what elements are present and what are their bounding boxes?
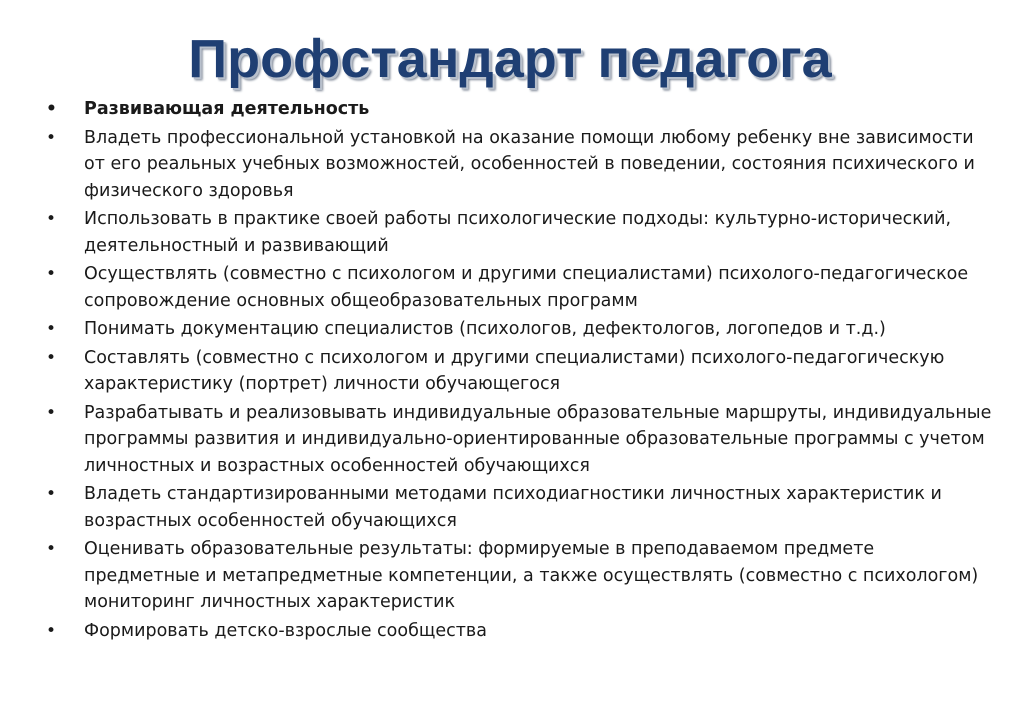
list-item xyxy=(44,96,994,123)
bullet-icon: • xyxy=(46,620,57,641)
bullet-icon: • xyxy=(46,402,57,423)
bullet-icon: • xyxy=(46,127,57,148)
list-item-text: Формировать детско-взрослые сообщества xyxy=(84,620,487,641)
list-item-text: Оценивать образовательные результаты: формируемые в преподаваемом предмете предметные и метапредметные компетенции, а также осуществлять (совместно с психологом) мониторинг личностных характеристик xyxy=(84,539,979,612)
list-item xyxy=(44,125,994,205)
list-item xyxy=(44,536,994,616)
list-item xyxy=(44,481,994,534)
list-item-text: Владеть профессиональной установкой на оказание помощи любому ребенку вне зависимости от его реальных учебных возможностей, особенностей в поведении, состояния психического и физического здоровья xyxy=(84,127,975,201)
list-item-text: Использовать в практике своей работы психологические подходы: культурно-исторический, деятельностный и развивающий xyxy=(84,209,952,256)
list-item-text: Осуществлять (совместно с психологом и другими специалистами) психолого-педагогическое сопровождение основных общеобразовательных программ xyxy=(84,264,969,311)
bullet-list xyxy=(44,96,994,646)
list-item-text: Составлять (совместно с психологом и другими специалистами) психолого-педагогическую характеристику (портрет) личности обучающегося xyxy=(84,347,945,394)
list-item xyxy=(44,316,994,343)
bullet-icon: • xyxy=(46,319,57,339)
bullet-icon: • xyxy=(46,209,57,229)
bullet-icon: • xyxy=(46,484,57,504)
list-item-text: Владеть стандартизированными методами психодиагностики личностных характеристик и возрастных особенностей обучающихся xyxy=(84,484,942,531)
list-item xyxy=(44,400,994,480)
bullet-icon: • xyxy=(46,264,57,284)
list-item xyxy=(44,618,994,645)
bullet-icon: • xyxy=(46,347,57,368)
bullet-icon: • xyxy=(46,99,57,119)
list-item-text: Понимать документацию специалистов (психологов, дефектологов, логопедов и т.д.) xyxy=(84,319,886,339)
list-item-text: Развивающая деятельность xyxy=(84,99,370,119)
list-item xyxy=(44,206,994,259)
list-item xyxy=(44,345,994,398)
bullet-icon: • xyxy=(46,539,57,559)
list-item xyxy=(44,261,994,314)
slide-title: Профстандарт педагога xyxy=(188,29,832,89)
list-item-text: Разрабатывать и реализовывать индивидуальные образовательные маршруты, индивидуальные программы развития и индивидуально-ориентированные образовательные программы с учетом личностных и возрастных особенностей обучающихся xyxy=(84,402,992,476)
